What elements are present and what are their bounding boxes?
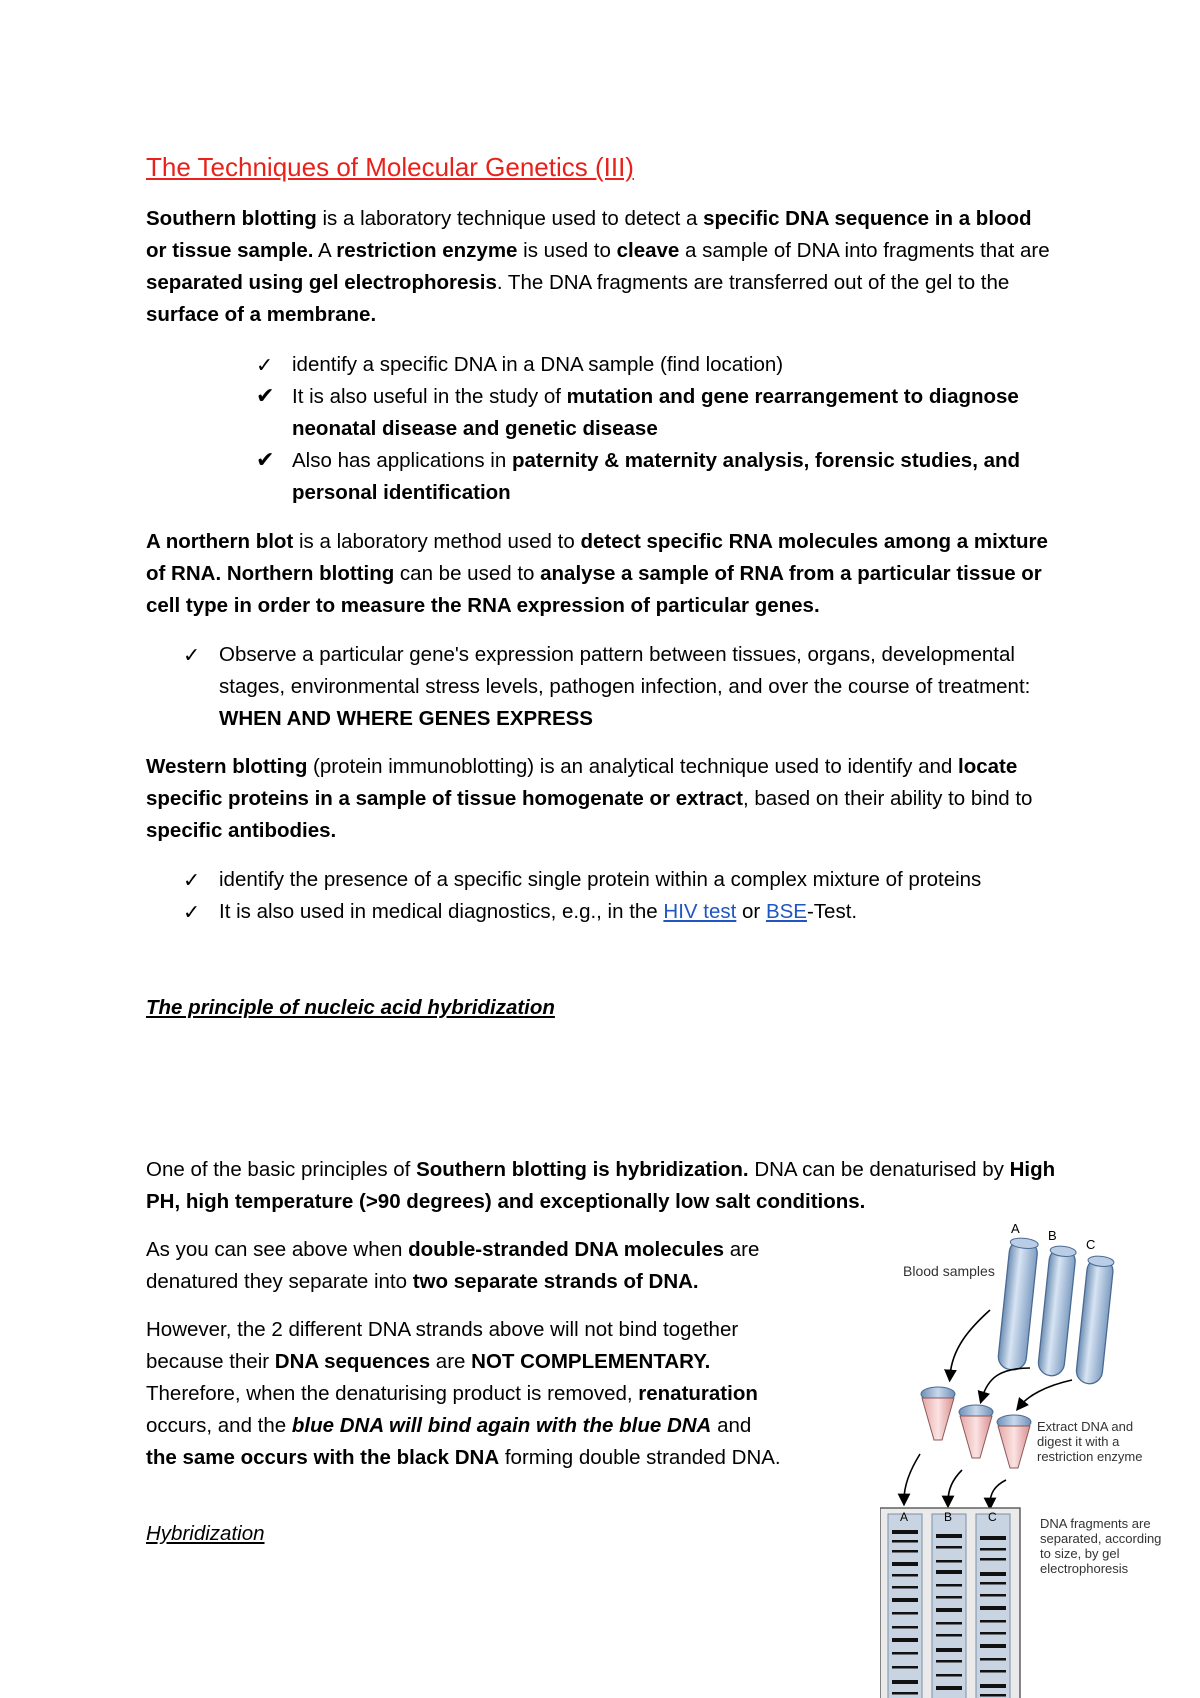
checkmark-icon: ✔ <box>256 448 275 473</box>
denature-paragraph: As you can see above when double-stranded DNA molecules are denatured they separate into two separate strands of DNA. <box>146 1238 760 1293</box>
bse-link[interactable]: BSE <box>765 900 807 923</box>
gel-band <box>892 1562 918 1566</box>
gel-band <box>892 1680 918 1684</box>
gel-band <box>980 1670 1006 1673</box>
checkmark-icon: ✓ <box>183 643 201 667</box>
gel-band <box>936 1584 962 1587</box>
arrow <box>948 1470 962 1502</box>
gel-band <box>936 1674 962 1677</box>
list-item: ✓ identify a specific DNA in a DNA sample (find location) <box>256 349 1056 381</box>
gel-band <box>980 1548 1006 1551</box>
list-item: ✓ identify the presence of a specific single protein within a complex mixture of proteins <box>183 864 1083 896</box>
gel-label-line: to size, by gel <box>1040 1546 1120 1561</box>
gel-band <box>936 1560 962 1563</box>
gel-band <box>892 1586 918 1589</box>
gel-band <box>980 1572 1006 1576</box>
arrow <box>904 1454 920 1500</box>
gel-band <box>892 1626 918 1629</box>
gel-band <box>980 1684 1006 1688</box>
gel-band <box>980 1620 1006 1623</box>
gel-band <box>980 1594 1006 1597</box>
gel-band <box>936 1648 962 1652</box>
northern-paragraph: A northern blot is a laboratory method used to detect specific RNA molecules among a mixture of RNA. Northern blotting can be used to analyse a sample of RNA from a particular tissue or cell type in order to measure the RNA expression of particular genes. <box>146 530 1048 617</box>
principle-heading: The principle of nucleic acid hybridization <box>146 996 555 1019</box>
blood-samples-label: Blood samples <box>903 1263 995 1279</box>
checkmark-icon: ✔ <box>256 384 275 409</box>
gel-label-line: DNA fragments are <box>1040 1516 1151 1531</box>
lane-label-a: A <box>900 1510 909 1524</box>
gel-band <box>936 1570 962 1574</box>
gel-band <box>892 1692 918 1695</box>
list-item: ✔ It is also useful in the study of mutation and gene rearrangement to diagnose neonatal disease and genetic disease <box>256 381 1056 445</box>
western-paragraph: Western blotting (protein immunoblotting) is an analytical technique used to identify and locate specific proteins in a sample of tissue homogenate or extract, based on their ability to bind to specific antibodies. <box>146 755 1033 842</box>
lane-label-c: C <box>988 1510 997 1524</box>
gel-band <box>936 1622 962 1625</box>
gel-band <box>980 1536 1006 1540</box>
checkmark-icon: ✓ <box>183 900 201 924</box>
gel-band <box>936 1608 962 1612</box>
gel-band <box>892 1652 918 1655</box>
gel-band <box>980 1632 1006 1635</box>
microtube-a <box>921 1387 955 1440</box>
gel-band <box>936 1596 962 1599</box>
microtube-b <box>959 1405 993 1458</box>
gel-band <box>936 1634 962 1637</box>
gel-band <box>980 1644 1006 1648</box>
arrow <box>990 1480 1006 1504</box>
tube-label-b: B <box>1048 1228 1057 1243</box>
arrow <box>1020 1380 1072 1406</box>
gel-band <box>936 1534 962 1538</box>
hybridization-paragraph: One of the basic principles of Southern blotting is hybridization. DNA can be denaturised by High PH, high temperature (>90 degrees) and exceptionally low salt conditions. <box>146 1158 1056 1213</box>
extract-label-line: digest it with a <box>1037 1434 1120 1449</box>
tube-label-a: A <box>1011 1221 1020 1236</box>
arrow <box>982 1368 1030 1398</box>
gel-band <box>892 1574 918 1577</box>
gel-band <box>980 1694 1006 1697</box>
gel-band <box>892 1598 918 1602</box>
list-item: ✔ Also has applications in paternity & maternity analysis, forensic studies, and personal identification <box>256 445 1056 509</box>
gel-band <box>936 1660 962 1663</box>
extract-label-line: Extract DNA and <box>1037 1419 1134 1434</box>
arrow <box>950 1310 990 1376</box>
gel-band <box>892 1540 918 1543</box>
gel-band <box>936 1686 962 1690</box>
gel-band <box>980 1558 1006 1561</box>
blood-tube-c <box>1075 1255 1114 1385</box>
gel-band <box>892 1550 918 1553</box>
northern-bullet-list <box>183 639 1056 735</box>
checkmark-icon: ✓ <box>183 868 201 892</box>
gel-band <box>980 1582 1006 1585</box>
gel-band <box>980 1658 1006 1661</box>
southern-blot-figure <box>880 1218 1180 1698</box>
gel-band <box>980 1606 1006 1610</box>
lane-label-b: B <box>944 1510 953 1524</box>
blood-tube-b <box>1037 1245 1076 1377</box>
gel-band <box>892 1612 918 1615</box>
list-item: ✓ It is also used in medical diagnostics, e.g., in the HIV test or BSE-Test. <box>183 896 1083 928</box>
checkmark-icon: ✓ <box>256 353 274 377</box>
western-bullet-list <box>183 864 1083 928</box>
microtube-c <box>997 1415 1031 1468</box>
renaturation-paragraph: However, the 2 different DNA strands above will not bind together because their DNA sequences are NOT COMPLEMENTARY. Therefore, when the denaturising product is removed, renaturation occurs, and the blue DNA will bind again with the blue DNA and the same occurs with the black DNA forming double stranded DNA. <box>146 1318 781 1469</box>
southern-bullet-list <box>256 349 1056 509</box>
gel-label-line: separated, according <box>1040 1531 1162 1546</box>
gel-label-line: electrophoresis <box>1040 1561 1129 1576</box>
blood-tube-a <box>997 1237 1039 1371</box>
tube-label-c: C <box>1086 1237 1096 1252</box>
gel-band <box>936 1546 962 1549</box>
southern-paragraph: Southern blotting is a laboratory technique used to detect a specific DNA sequence in a blood or tissue sample. A restriction enzyme is used to cleave a sample of DNA into fragments that are separated using gel electrophoresis. The DNA fragments are transferred out of the gel to the surface of a membrane. <box>146 207 1050 326</box>
list-item: ✓ Observe a particular gene's expression pattern between tissues, organs, developmental stages, environmental stress levels, pathogen infection, and over the course of treatment: WHEN AND WHERE GENES EXPRESS <box>183 639 1056 735</box>
gel-band <box>892 1666 918 1669</box>
page-title: The Techniques of Molecular Genetics (III) <box>146 152 634 182</box>
gel-band <box>892 1530 918 1534</box>
hiv-test-link[interactable]: HIV test <box>663 900 737 923</box>
gel-electrophoresis <box>880 1508 1020 1698</box>
gel-band <box>892 1638 918 1642</box>
extract-label-line: restriction enzyme <box>1037 1449 1143 1464</box>
hybridization-label: Hybridization <box>146 1522 265 1545</box>
